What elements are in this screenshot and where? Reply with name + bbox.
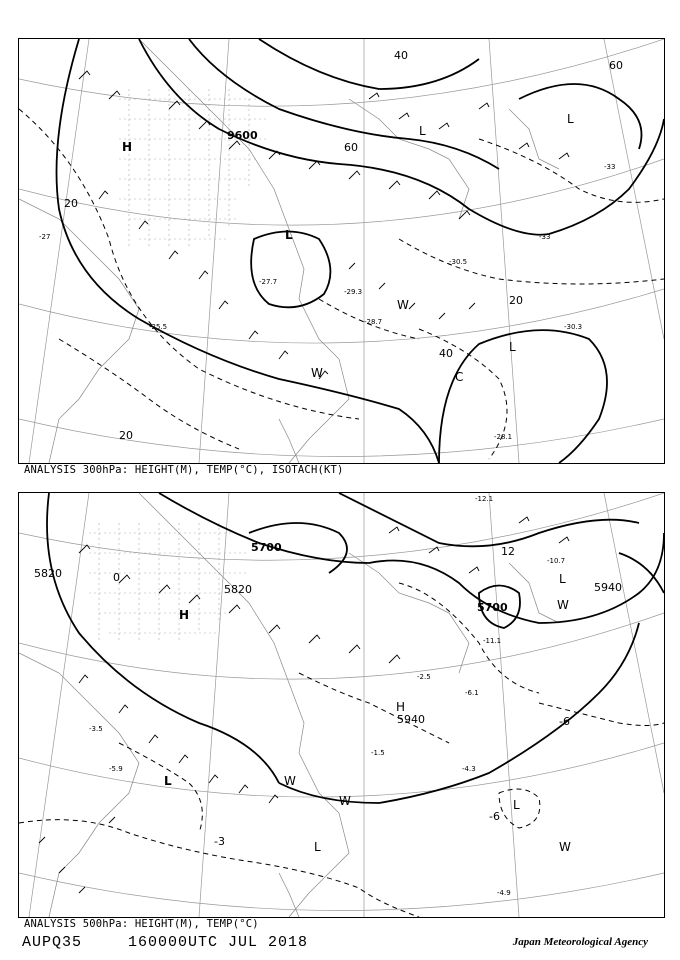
warm-label: W <box>311 366 323 380</box>
low-pressure-label: L <box>314 840 321 854</box>
contour-label: 12 <box>501 545 515 558</box>
contour-label: 5700 <box>477 601 508 614</box>
low-pressure-label: L <box>419 124 426 138</box>
contour-label: 0 <box>113 571 120 584</box>
low-pressure-label: L <box>513 798 520 812</box>
station-temp-group <box>39 163 615 441</box>
longitude-line <box>29 493 89 917</box>
station-temp: -29.3 <box>344 288 363 296</box>
longitude-line <box>489 39 519 463</box>
map-300hpa-svg <box>19 39 664 463</box>
map-500hpa-svg <box>19 493 664 917</box>
agency-name: Japan Meteorological Agency <box>512 936 648 948</box>
latitude-line <box>19 289 664 343</box>
graticule <box>19 39 664 463</box>
warm-label: W <box>557 598 569 612</box>
contour-label: 60 <box>344 141 358 154</box>
height-contours <box>47 493 664 803</box>
caption-500hpa: ANALYSIS 500hPa: HEIGHT(M), TEMP(°C) <box>24 918 259 930</box>
low-pressure-label: L <box>567 112 574 126</box>
contour-label: -6 <box>489 810 500 823</box>
high-pressure-label: H <box>122 140 133 154</box>
latitude-line <box>19 159 664 225</box>
high-pressure-label: H <box>179 608 190 622</box>
contour-label: 20 <box>64 197 78 210</box>
latitude-line <box>19 419 664 457</box>
station-temp: -2.5 <box>417 673 431 681</box>
contour-label: 40 <box>394 49 408 62</box>
latitude-line <box>19 613 664 679</box>
contour-label-group <box>64 49 623 442</box>
caption-300hpa: ANALYSIS 300hPa: HEIGHT(M), TEMP(°C), ISOTACH(KT) <box>24 464 344 476</box>
coastline <box>19 493 559 917</box>
station-temp: -12.1 <box>475 495 494 503</box>
warm-label: W <box>284 774 296 788</box>
station-temp: -28.7 <box>364 318 383 326</box>
station-temp: -33 <box>539 233 551 241</box>
map-panel-500hpa <box>18 492 665 918</box>
contour-label: 40 <box>439 347 453 360</box>
longitude-line <box>29 39 89 463</box>
latitude-line <box>19 493 664 560</box>
station-temp: -27 <box>39 233 51 241</box>
contour-label: -6 <box>559 715 570 728</box>
contour-label: 5820 <box>224 583 252 596</box>
contour-label: 20 <box>509 294 523 307</box>
longitude-line <box>604 39 664 339</box>
analysis-time: 160000UTC JUL 2018 <box>128 934 309 951</box>
station-temp: -10.7 <box>547 557 566 565</box>
wind-barbs <box>79 71 569 379</box>
contour-label: -3 <box>214 835 225 848</box>
low-pressure-label: L <box>164 774 172 788</box>
station-temp: -33 <box>604 163 616 171</box>
station-temp: -30.3 <box>564 323 583 331</box>
chart-code: AUPQ35 <box>22 934 83 951</box>
station-temp: -4.9 <box>497 889 511 897</box>
contour-label: 5940 <box>397 713 425 726</box>
station-temp: -6.1 <box>465 689 479 697</box>
contour-label: 5700 <box>251 541 282 554</box>
contour-label: 20 <box>119 429 133 442</box>
contour-label: 9600 <box>227 129 258 142</box>
low-pressure-label: L <box>285 228 293 242</box>
station-temp: -28.1 <box>494 433 513 441</box>
station-temp: -3.5 <box>89 725 103 733</box>
station-temp: -4.3 <box>462 765 476 773</box>
low-pressure-label: L <box>509 340 516 354</box>
station-temp: -11.1 <box>483 637 502 645</box>
station-temp: -1.5 <box>371 749 385 757</box>
coastline <box>19 39 559 463</box>
warm-label: W <box>339 794 351 808</box>
contour-label: 60 <box>609 59 623 72</box>
contour-label: 5820 <box>34 567 62 580</box>
station-temp: -25.5 <box>149 323 168 331</box>
latitude-line <box>19 873 664 911</box>
warm-label: W <box>397 298 409 312</box>
longitude-line <box>199 39 229 463</box>
low-pressure-label: L <box>559 572 566 586</box>
station-temp: -27.7 <box>259 278 278 286</box>
latitude-line <box>19 39 664 106</box>
longitude-line <box>604 493 664 793</box>
map-panel-300hpa <box>18 38 665 464</box>
cold-label: C <box>455 370 464 384</box>
contour-label: 5940 <box>594 581 622 594</box>
station-temp: -5.9 <box>109 765 123 773</box>
high-pressure-label: H <box>396 700 406 714</box>
station-temp: -30.5 <box>449 258 468 266</box>
warm-label: W <box>559 840 571 854</box>
